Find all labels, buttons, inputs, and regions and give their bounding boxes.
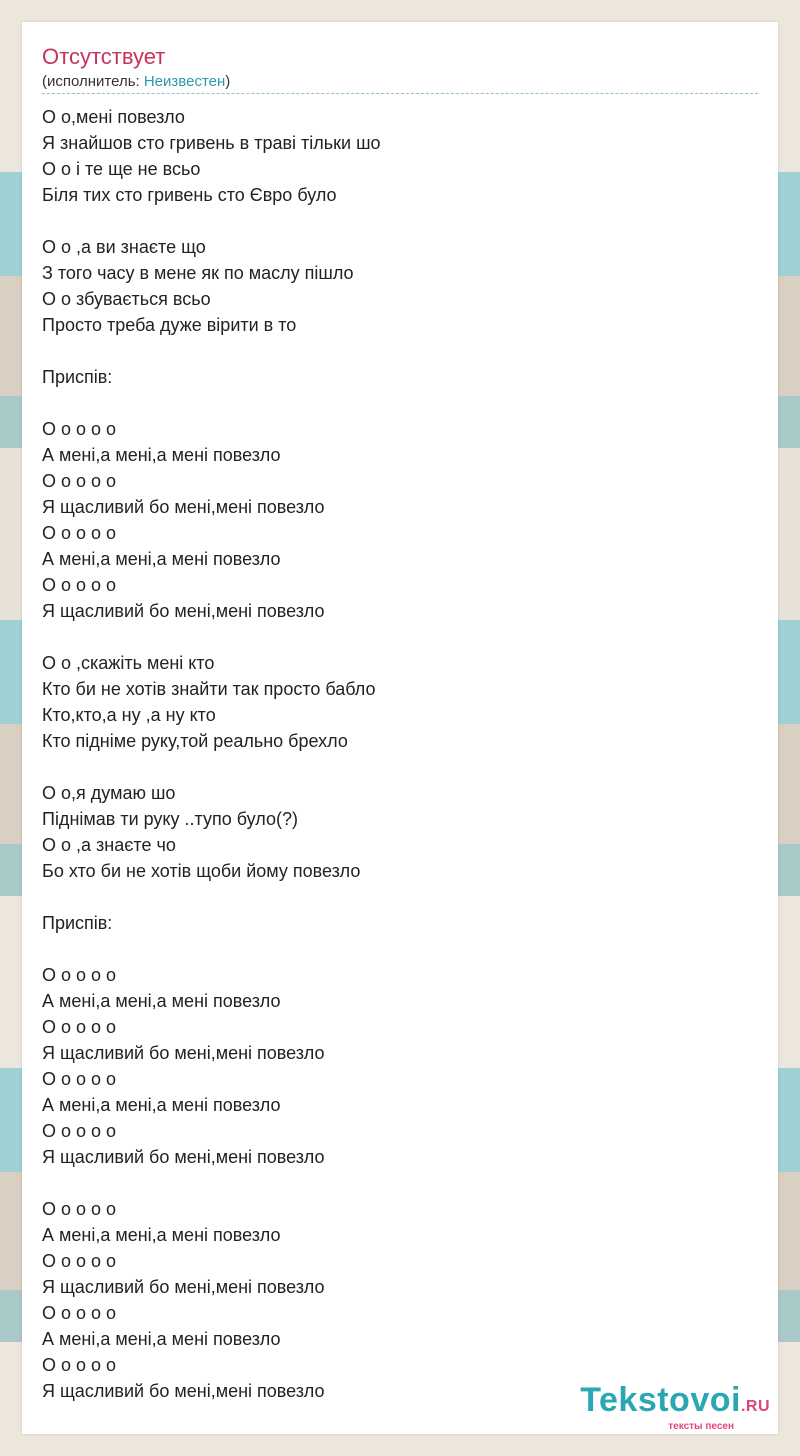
- lyric-line: А мені,а мені,а мені повезло: [42, 1329, 281, 1349]
- lyric-line: О о збувається всьо: [42, 289, 211, 309]
- title-divider: [42, 93, 758, 94]
- lyric-line: Я знайшов сто гривень в траві тільки шо: [42, 133, 381, 153]
- performer-line: [42, 73, 230, 91]
- lyrics-card: [22, 22, 778, 1434]
- logo-tld: .RU: [740, 1398, 770, 1415]
- lyric-line: О о о о о: [42, 1251, 117, 1271]
- lyric-line: Приспів:: [42, 367, 113, 387]
- lyric-line: З того часу в мене як по маслу пішло: [42, 263, 354, 283]
- lyric-line: А мені,а мені,а мені повезло: [42, 445, 281, 465]
- lyric-line: Кто,кто,а ну ,а ну кто: [42, 705, 216, 725]
- lyric-line: Біля тих сто гривень сто Євро було: [42, 185, 337, 205]
- lyric-line: Кто підніме руку,той реально брехло: [42, 731, 348, 751]
- lyric-line: Кто би не хотів знайти так просто бабло: [42, 679, 376, 699]
- lyric-line: О о о о о: [42, 1121, 117, 1141]
- lyric-line: А мені,а мені,а мені повезло: [42, 1095, 281, 1115]
- lyric-line: О о о о о: [42, 1017, 117, 1037]
- stanza-gap: [42, 754, 758, 780]
- lyric-line: Просто треба дуже вірити в то: [42, 315, 297, 335]
- lyric-line: О о ,скажіть мені кто: [42, 653, 215, 673]
- lyric-line: О о о о о: [42, 1069, 117, 1089]
- lyric-line: Я щасливий бо мені,мені повезло: [42, 497, 325, 517]
- lyric-line: О о ,а знаєте чо: [42, 835, 176, 855]
- lyric-line: О о,я думаю шо: [42, 783, 176, 803]
- lyric-line: О о ,а ви знаєте що: [42, 237, 206, 257]
- stanza-gap: [42, 936, 758, 962]
- lyric-line: О о о о о: [42, 419, 117, 439]
- lyric-line: Я щасливий бо мені,мені повезло: [42, 1147, 325, 1167]
- stanza-gap: [42, 390, 758, 416]
- lyric-line: А мені,а мені,а мені повезло: [42, 1225, 281, 1245]
- song-title: Отсутствует: [42, 44, 166, 69]
- lyric-line: О о о о о: [42, 575, 117, 595]
- lyric-line: Я щасливий бо мені,мені повезло: [42, 601, 325, 621]
- lyric-line: Приспів:: [42, 913, 113, 933]
- stanza-gap: [42, 338, 758, 364]
- stanza-gap: [42, 208, 758, 234]
- lyric-line: О о о о о: [42, 965, 117, 985]
- lyric-line: О о о о о: [42, 523, 117, 543]
- lyric-line: Піднімав ти руку ..тупо було(?): [42, 809, 298, 829]
- logo-name: Tekstovoi: [580, 1381, 741, 1419]
- lyric-line: О о о о о: [42, 1355, 117, 1375]
- lyric-line: Я щасливий бо мені,мені повезло: [42, 1381, 325, 1401]
- artist-link[interactable]: Неизвестен: [143, 73, 226, 90]
- lyric-line: А мені,а мені,а мені повезло: [42, 991, 281, 1011]
- logo-wordmark: [580, 1382, 770, 1425]
- lyric-line: О о о о о: [42, 1199, 117, 1219]
- stanza-gap: [42, 624, 758, 650]
- lyric-line: Я щасливий бо мені,мені повезло: [42, 1277, 325, 1297]
- lyric-line: Я щасливий бо мені,мені повезло: [42, 1043, 325, 1063]
- stanza-gap: [42, 884, 758, 910]
- stanza-gap: [42, 1170, 758, 1196]
- lyric-line: О о,мені повезло: [42, 107, 185, 127]
- lyric-line: А мені,а мені,а мені повезло: [42, 549, 281, 569]
- logo-tagline: тексты песен: [668, 1421, 734, 1432]
- lyrics-text: [42, 104, 758, 1404]
- site-logo[interactable]: [580, 1382, 770, 1432]
- lyric-line: О о о о о: [42, 471, 117, 491]
- lyric-line: Бо хто би не хотів щоби йому повезло: [42, 861, 361, 881]
- performer-label: (исполнитель:: [42, 73, 144, 90]
- lyric-line: О о о о о: [42, 1303, 117, 1323]
- performer-close: ): [225, 73, 231, 90]
- lyric-line: О о і те ще не всьо: [42, 159, 201, 179]
